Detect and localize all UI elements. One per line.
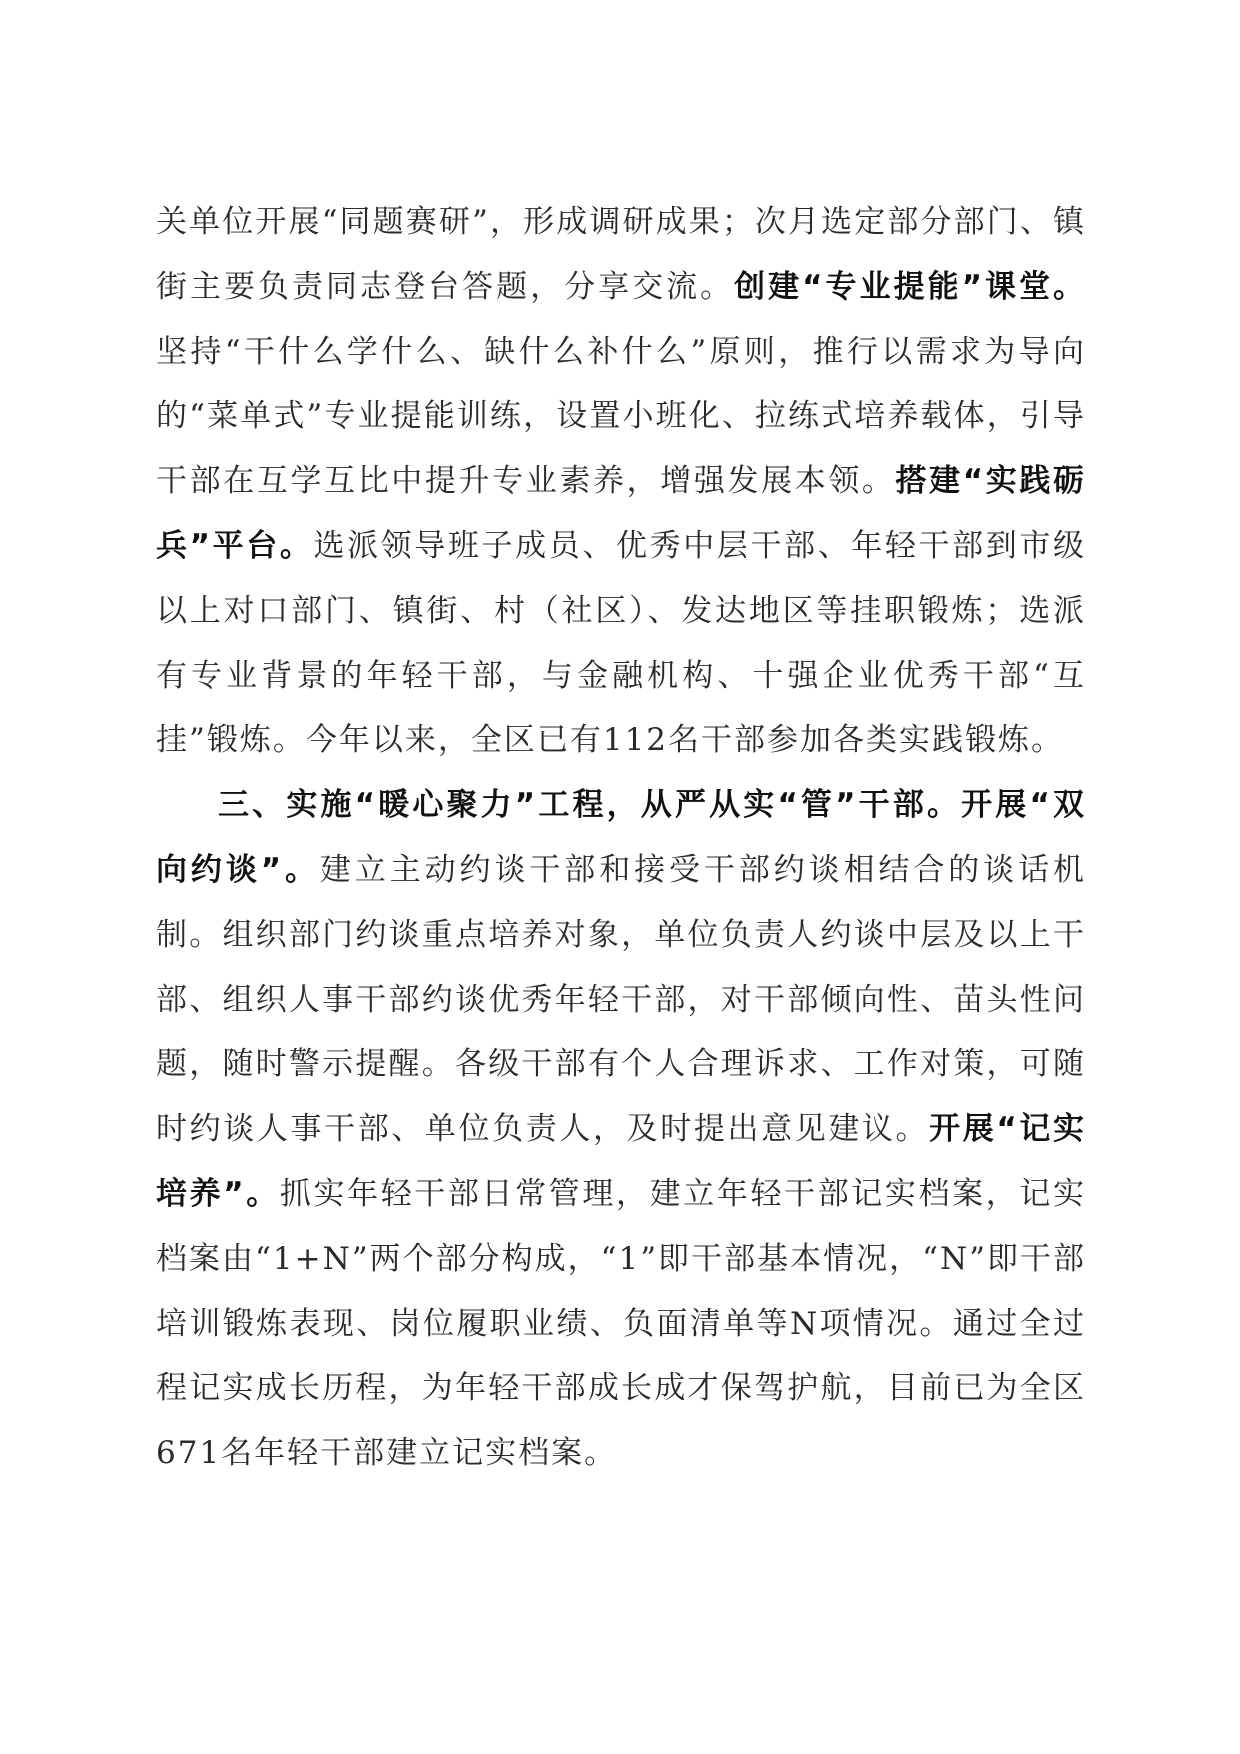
text-run: 关单位开展“同题赛研”，形成调研成果；次月选定部分部门、镇街主要负责同志登台答题，分享交流。 [156,204,1086,305]
paragraph-training-practice [156,190,1086,773]
heading-run: 搭建“实践砺兵”平台。 [156,463,1086,564]
document-body [156,190,1086,1486]
text-run: 建立主动约谈干部和接受干部约谈相结合的谈话机制。组织部门约谈重点培养对象，单位负责人约谈中层及以上干部、组织人事干部约谈优秀年轻干部，对干部倾向性、苗头性问题，随时警示提醒。各级干部有个人合理诉求、工作对策，可随时约谈人事干部、单位负责人，及时提出意见建议。 [156,851,1087,1148]
text-run: 抓实年轻干部日常管理，建立年轻干部记实档案，记实档案由“1+N”两个部分构成，“1”即干部基本情况，“N”即干部培训锻炼表现、岗位履职业绩、负面清单等N项情况。通过全过程记实成长历程，为年轻干部成长成才保驾护航，目前已为全区671名年轻干部建立记实档案。 [156,1175,1087,1472]
text-run: 坚持“干什么学什么、缺什么补什么”原则，推行以需求为导向的“菜单式”专业提能训练，设置小班化、拉练式培养载体，引导干部在互学互比中提升专业素养，增强发展本领。 [156,333,1086,500]
text-run: 选派领导班子成员、优秀中层干部、年轻干部到市级以上对口部门、镇街、村（社区）、发达地区等挂职锻炼；选派有专业背景的年轻干部，与金融机构、十强企业优秀干部“互挂”锻炼。今年以来，全区已有112名干部参加各类实践锻炼。 [156,527,1086,759]
section-heading-run: 三、实施“暖心聚力”工程，从严从实“管”干部。开展“双向约谈”。 [156,787,1086,888]
heading-run: 开展“记实培养”。 [156,1111,1087,1212]
paragraph-section-three [156,773,1086,1486]
heading-run: 创建“专业提能”课堂。 [734,268,1086,305]
